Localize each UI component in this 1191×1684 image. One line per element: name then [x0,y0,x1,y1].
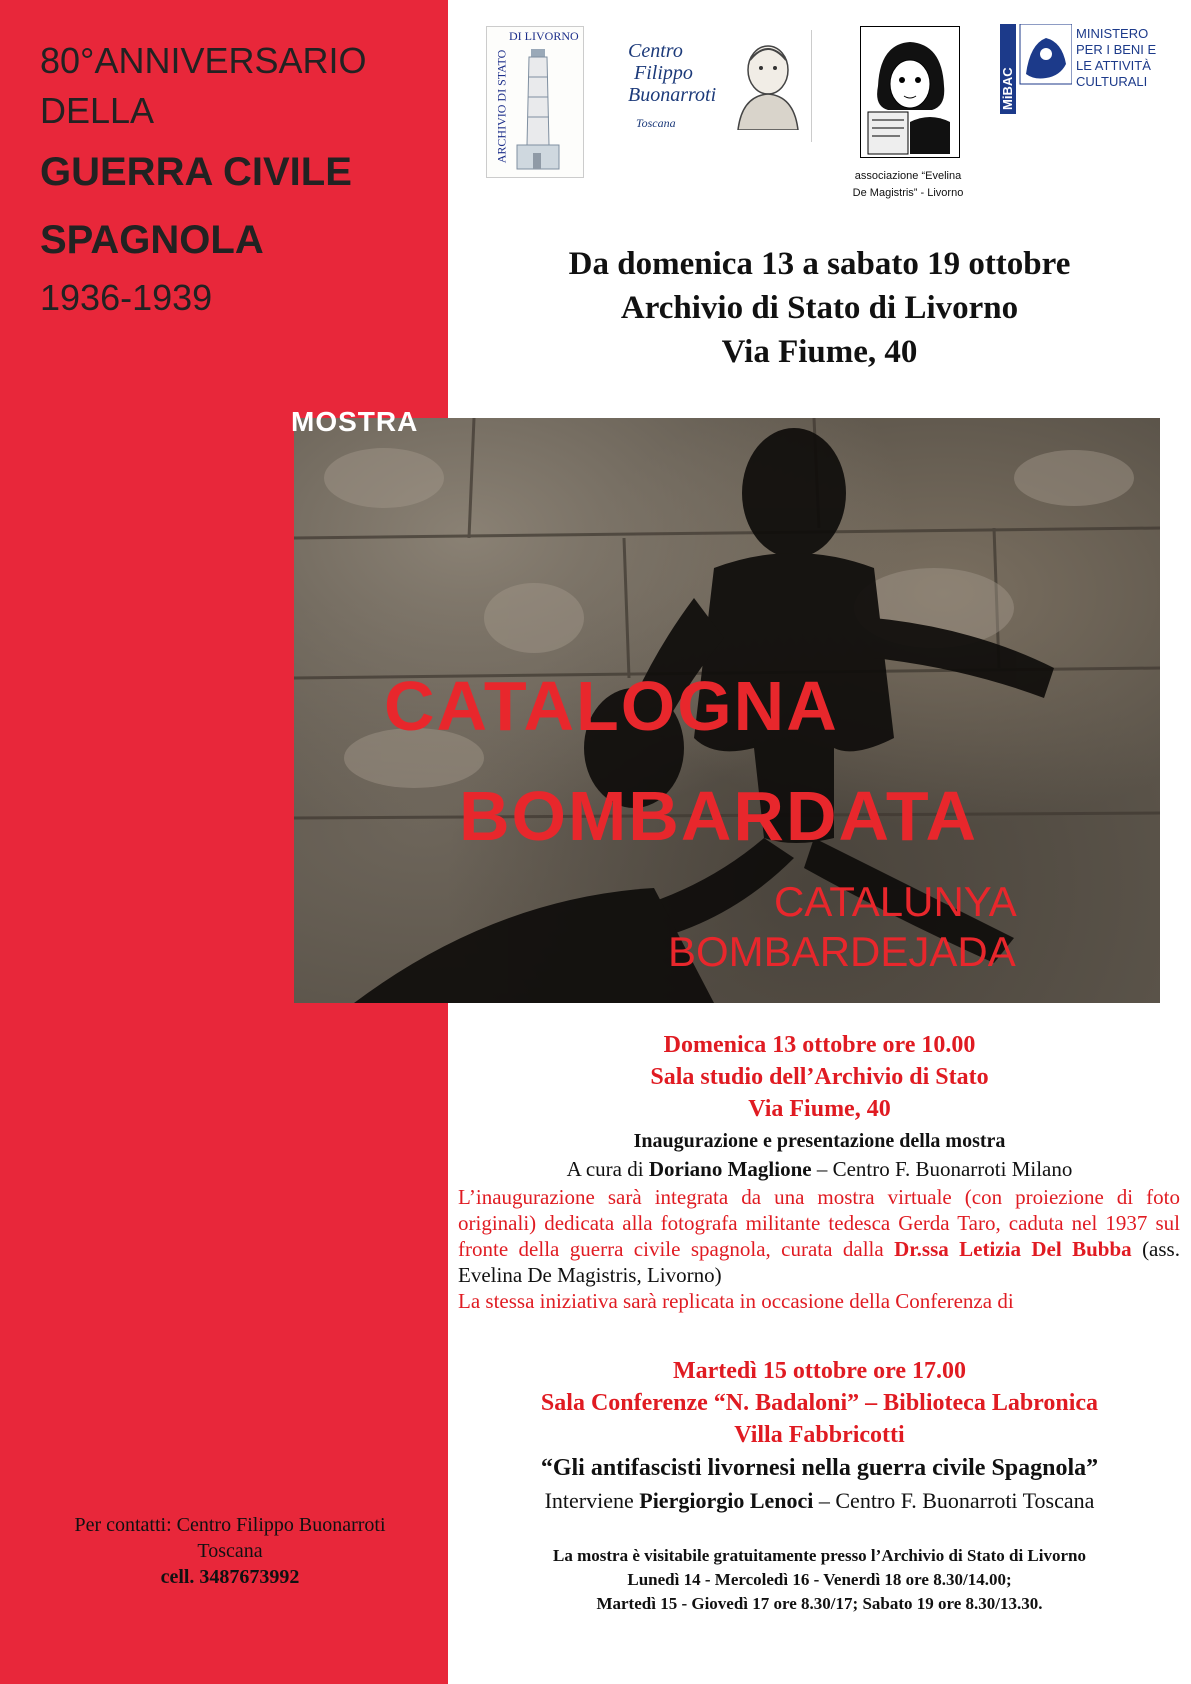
centro-logo-line3: Buonarroti [628,84,717,106]
contacts-phone: cell. 3487673992 [160,1566,300,1588]
centro-logo-line2: Filippo [634,62,693,84]
header-venue: Archivio di Stato di Livorno [620,290,1019,326]
event1-desc-part3: La stessa iniziativa sarà replicata in occasione della Conferenza di [458,1289,1014,1313]
anniversary-heading: 80°ANNIVERSARIO [40,40,367,81]
event1-curator-suffix: – Centro F. Buonarroti Milano [811,1157,1073,1181]
centro-logo-sub: Toscana [636,116,676,130]
event2-date: Martedì 15 ottobre ore 17.00 [672,1358,967,1384]
mibac-line2: PER I BENI E [1076,42,1157,57]
event1-curator-line [448,1157,1191,1182]
guerra-civile-heading: GUERRA CIVILE [40,150,352,194]
header-dates: Da domenica 13 a sabato 19 ottobre [568,246,1071,282]
event1-inauguration: Inaugurazione e presentazione della mostra [633,1130,1006,1152]
contacts-line2: Toscana [197,1540,263,1562]
exhibition-subtitle-bombardejada: BOMBARDEJADA [668,928,1016,975]
spagnola-heading: SPAGNOLA [40,218,264,262]
buonarroti-portrait-icon [728,30,808,130]
event2-place: Sala Conferenze “N. Badaloni” – Biblioteca Labronica [540,1390,1099,1416]
mostra-label: MOSTRA [291,406,419,437]
header-address: Via Fiume, 40 [721,334,918,370]
event2-speaker-prefix: Interviene [544,1488,640,1513]
mibac-badge-text: MiBAC [1000,67,1015,110]
opening-hours [448,1544,1191,1616]
della-heading: DELLA [40,90,155,131]
event1-date: Domenica 13 ottobre ore 10.00 [663,1032,976,1058]
visits-line2: Lunedì 14 - Mercoledì 16 - Venerdì 18 ore 8.30/14.00; [627,1570,1012,1589]
years-heading: 1936-1939 [40,277,213,318]
centro-logo-text [628,40,716,106]
event1-curator-name: Doriano Maglione [648,1157,812,1181]
mibac-logo [1000,24,1172,114]
evelina-caption [808,168,1008,202]
evelina-caption-line2: De Magistris” - Livorno [852,187,964,199]
contacts-line1: Per contatti: Centro Filippo Buonarroti [74,1514,386,1536]
event2-villa: Villa Fabbricotti [734,1422,905,1448]
event2-speaker-suffix: – Centro F. Buonarroti Toscana [813,1488,1095,1513]
event1-desc-part2: (ass. Evelina De Magistris, Livorno) [458,1237,1180,1287]
exhibition-subtitle-catalunya: CATALUNYA [774,878,1017,925]
event1-desc-part1: L’inaugurazione sarà integrata da una mostra virtuale (con proiezione di foto originali) dedicata alla fotografa militante tedesca Gerda Taro, caduta nel 1937 sul fronte della guerra civile spagnola, curata dalla [458,1185,1180,1261]
mibac-emblem-icon [1000,24,1072,114]
archivio-di-stato-logo [486,26,584,178]
mibac-text [1076,26,1156,90]
mibac-line4: CULTURALI [1076,74,1148,89]
event2-talk-title: “Gli antifascisti livornesi nella guerra civile Spagnola” [540,1455,1099,1481]
exhibition-title-catalogna: CATALOGNA [384,667,839,745]
evelina-association-logo [860,26,960,158]
exhibition-title-bombardata: BOMBARDATA [459,777,978,855]
exhibition-poster-image [294,418,1160,1003]
contacts-block [20,1512,440,1590]
event1-address: Via Fiume, 40 [748,1096,891,1122]
centro-buonarroti-logo [628,30,813,142]
event2-speaker-line [448,1488,1191,1514]
archivio-logo-side-text: ARCHIVIO DI STATO [494,49,509,164]
event1-curated-prefix: A cura di [566,1157,649,1181]
lighthouse-icon [487,27,583,177]
event1-desc-name: Dr.ssa Letizia Del Bubba [894,1237,1132,1261]
logo-divider [811,30,812,142]
evelina-caption-line1: associazione “Evelina [854,170,962,182]
visits-line3: Martedì 15 - Giovedì 17 ore 8.30/17; Sabato 19 ore 8.30/13.30. [596,1594,1043,1613]
visits-line1: La mostra è visitabile gratuitamente presso l’Archivio di Stato di Livorno [553,1546,1086,1565]
archivio-logo-top-text: DI LIVORNO [509,29,579,43]
event1-description [458,1184,1180,1314]
event-header [448,242,1191,374]
event1-place: Sala studio dell’Archivio di Stato [650,1064,989,1090]
event2-speaker-name: Piergiorgio Lenoci [639,1488,814,1513]
evelina-portrait-icon [860,26,960,158]
mibac-line3: LE ATTIVITÀ [1076,58,1151,73]
centro-logo-line1: Centro [628,40,683,62]
mibac-line1: MINISTERO [1076,26,1149,41]
